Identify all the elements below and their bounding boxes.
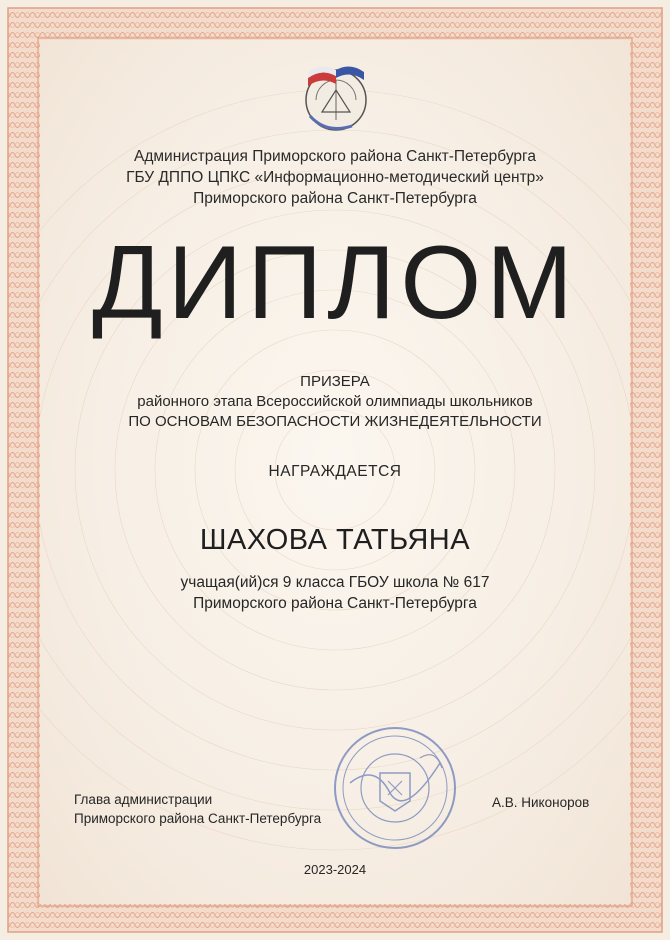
header-line: ГБУ ДППО ЦПКС «Информационно-методический центр» [126, 169, 544, 186]
recipient-name: ШАХОВА ТАТЬЯНА [199, 524, 471, 556]
award-description [0, 372, 670, 432]
diploma-title: ДИПЛОМ [92, 225, 578, 341]
organization-header [0, 146, 670, 209]
recipient-details [0, 572, 670, 614]
header-line: Администрация Приморского района Санкт-Петербурга [134, 148, 536, 165]
olympiad-subject: ПО ОСНОВАМ БЕЗОПАСНОСТИ ЖИЗНЕДЕЯТЕЛЬНОСТИ [128, 413, 542, 430]
signer-name: А.В. Никоноров [492, 795, 590, 810]
academic-year: 2023-2024 [303, 862, 367, 877]
official-stamp-icon [330, 723, 460, 853]
signer-position [74, 790, 321, 828]
recipient-district: Приморского района Санкт-Петербурга [193, 595, 477, 612]
awarded-label: НАГРАЖДАЕТСЯ [268, 463, 402, 480]
signer-position-line: Приморского района Санкт-Петербурга [74, 811, 322, 826]
recipient-school: учащая(ий)ся 9 класса ГБОУ школа № 617 [180, 574, 490, 591]
header-line: Приморского района Санкт-Петербурга [193, 190, 477, 207]
olympiad-emblem-icon [296, 60, 376, 140]
olympiad-stage: районного этапа Всероссийской олимпиады школьников [137, 393, 533, 410]
signer-position-line: Глава администрации [74, 792, 213, 807]
award-rank: ПРИЗЕРА [300, 373, 370, 390]
